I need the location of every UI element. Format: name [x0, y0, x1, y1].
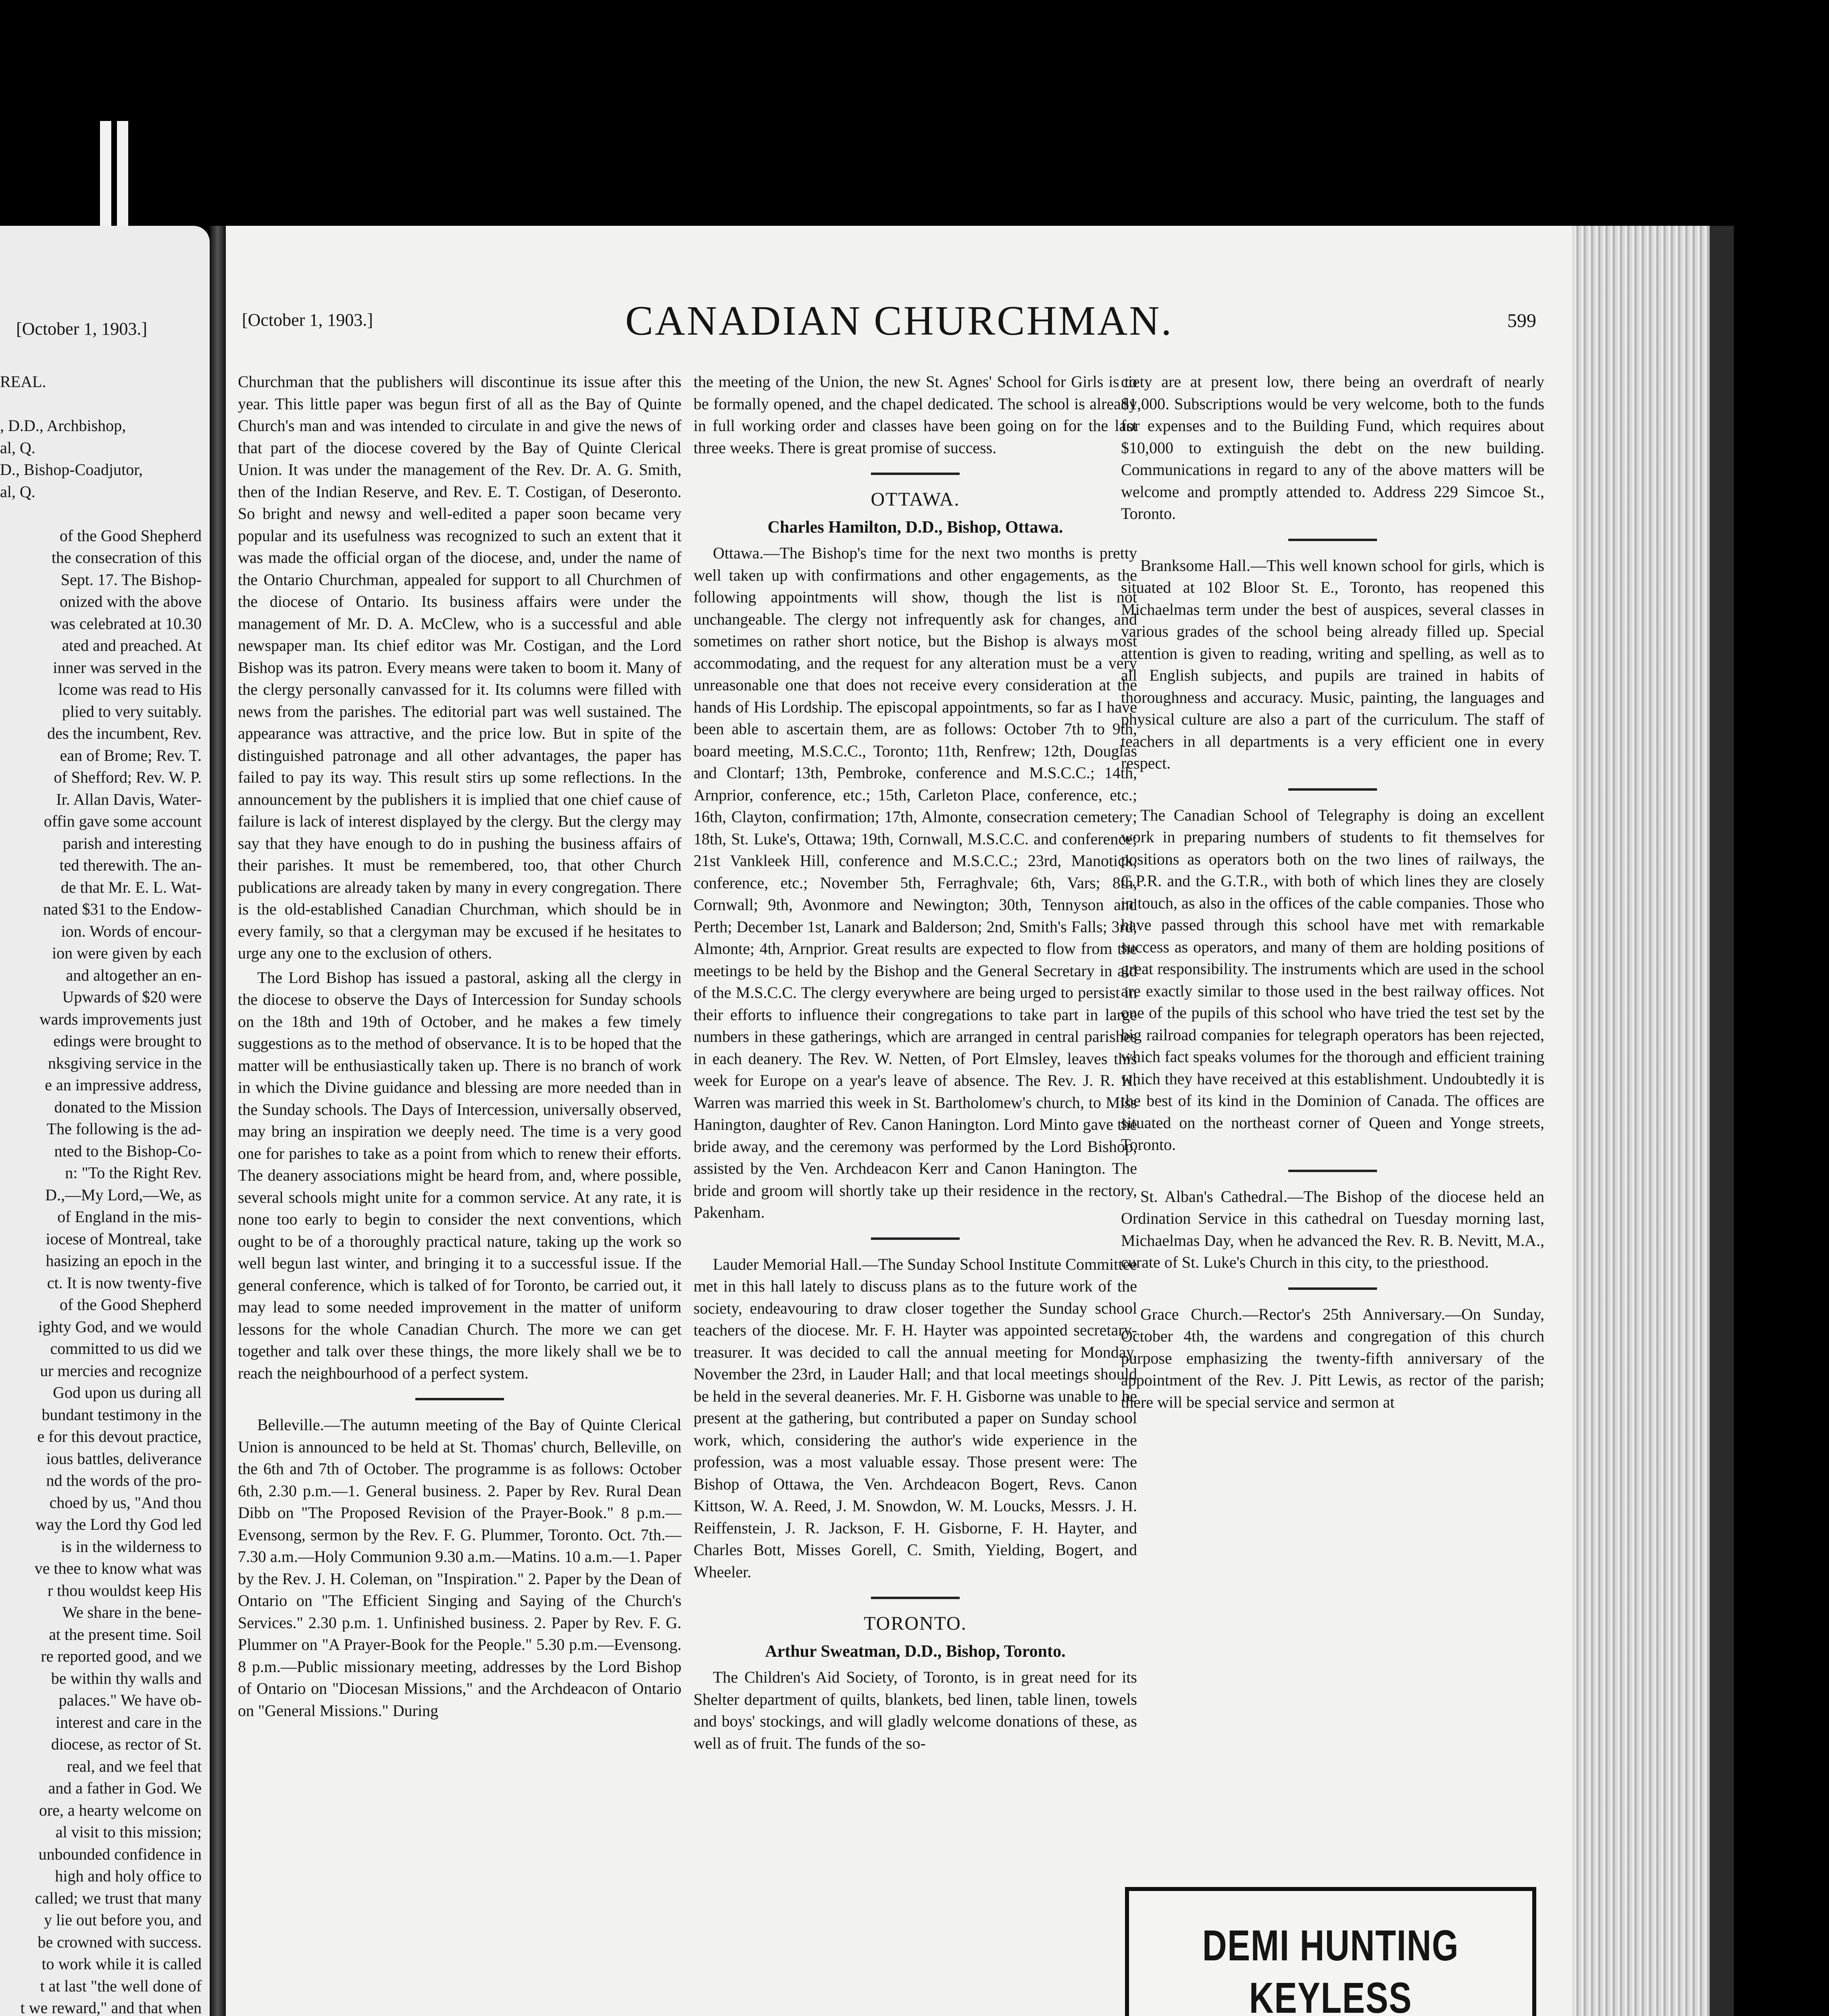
previous-page-line: n: "To the Right Rev.: [65, 1164, 202, 1182]
branksome-hall-paragraph: Branksome Hall.—This well known school for girls, which is situated at 102 Bloor St. E., Toronto, has reopened this Michaelmas term under the best of auspices, several classes in various grades of the school being already filled up. Special attention is given to reading, writing and spelling, as well as to all English subjects, and pupils are trained in habits of thoroughness and accuracy. Music, painting, the languages and physical culture are also a part of the curriculum. The staff of teachers in all departments is a very efficient one in every respect.: [1121, 556, 1544, 772]
previous-page-line: plied to very suitably.: [62, 702, 202, 721]
previous-page-line: bundant testimony in the: [42, 1405, 202, 1424]
grace-church-paragraph: Grace Church.—Rector's 25th Anniversary.—On Sunday, October 4th, the wardens and congregation of this church purpose emphasizing the twenty-fifth anniversary of the appointment of the Rev. J. Pitt Lewis, as rector of the parish; there will be special service and sermon at: [1121, 1305, 1544, 1411]
toronto-heading: TORONTO.: [864, 1613, 967, 1634]
previous-page-line: diocese, as rector of St.: [51, 1735, 202, 1753]
previous-page-line: onized with the above: [59, 592, 202, 610]
previous-page-line: high and holy office to: [55, 1867, 202, 1885]
st-agnes-paragraph: the meeting of the Union, the new St. Agnes' School for Girls is to be formally opened, and the chapel dedicated. The school is already in full working order and classes have been going on for the last three weeks. There is great promise of success.: [694, 373, 1137, 457]
column-3-divider-1: [1288, 539, 1377, 541]
previous-page-line: and a father in God. We: [48, 1779, 202, 1797]
previous-page-line: nated $31 to the Endow-: [43, 900, 202, 918]
previous-page-line: al visit to this mission;: [55, 1823, 202, 1841]
previous-page-line: [0, 393, 202, 415]
previous-page-line: ve thee to know what was: [34, 1559, 202, 1577]
previous-page-line: We share in the bene-: [62, 1603, 202, 1621]
previous-page-line: al, Q.: [0, 482, 35, 501]
previous-page-line: of Shefford; Rev. W. P.: [54, 768, 202, 786]
previous-page-line: de that Mr. E. L. Wat-: [60, 878, 202, 896]
previous-page-line: iocese of Montreal, take: [46, 1229, 202, 1248]
previous-page-line: t we reward," and that when: [20, 1999, 202, 2016]
society-funds-paragraph: ciety are at present low, there being an overdraft of nearly $1,000. Subscriptions would be very welcome, both to the funds for expenses and to the Building Fund, which requires about $10,000 to extinguish the debt on the new building. Communications in regard to any of the above matters will be welcome and promptly attended to. Address 229 Simcoe St., Toronto.: [1121, 373, 1544, 523]
previous-page-line: God upon us during all: [53, 1383, 202, 1402]
previous-page-line: unbounded confidence in: [38, 1845, 202, 1863]
previous-page-line: e for this devout practice,: [37, 1427, 202, 1445]
column-3-divider-2: [1288, 788, 1377, 791]
previous-page-line: ighty God, and we would: [38, 1317, 202, 1336]
page-stack-edge: [1573, 226, 1710, 2016]
binding-bar-top-left: [100, 121, 111, 234]
previous-page-line: Ir. Allan Davis, Water-: [56, 790, 202, 808]
page-stack-shadow: [1710, 226, 1734, 2016]
column-2: [694, 371, 1137, 1757]
column-2-divider-2: [871, 1237, 960, 1240]
column-1-divider: [415, 1398, 504, 1400]
previous-page-line: e an impressive address,: [45, 1076, 202, 1094]
telegraphy-paragraph: The Canadian School of Telegraphy is doing an excellent work in preparing numbers of students to fit themselves for positions as operators both on the two lines of railways, the C.P.R. and the G.T.R., with both of which lines they are closely in touch, as also in the offices of the cable companies. Those who have passed through this school have met with remarkable success as operators, and many of them are holding positions of great responsibility. The instruments which are used in the school are exactly similar to those used in the best railway offices. Not one of the pupils of this school who have tried the test set by the big railroad companies for telegraph operators has been rejected, which fact speaks volumes for the thorough and efficient training which they have received at this establishment. Undoubtedly it is the best of its kind in the Dominion of Canada. The offices are situated on the northeast corner of Queen and Yonge streets, Toronto.: [1121, 806, 1544, 1154]
previous-page-line: be within thy walls and: [51, 1669, 202, 1687]
previous-page-line: interest and care in the: [55, 1713, 202, 1731]
previous-page-line: way the Lord thy God led: [35, 1515, 202, 1533]
previous-page-line: REAL.: [0, 373, 46, 391]
previous-page-line: palaces." We have ob-: [58, 1691, 202, 1709]
toronto-byline: Arthur Sweatman, D.D., Bishop, Toronto.: [765, 1642, 1066, 1661]
intercession-paragraph: The Lord Bishop has issued a pastoral, asking all the clergy in the diocese to observe the Days of Intercession for Sunday schools on the 18th and 19th of October, and he makes a few timely suggestions as to the method of observance. It is to be hoped that the matter will be enthusiastically taken up. There is no branch of work in which the Divine guidance and blessing are more needed than in the Sunday schools. The Days of Intercession, universally observed, may bring an inspiration we deeply need. The time is a very good one for parishes to take as a point from which to renew their efforts. The deanery associations might be heard from, and, where possible, several schools might unite for a common service. At any rate, it is none too early to begin to consider the next conventions, which ought to be of a thoroughly practical nature, taking up the work so well begun last winter, and bringing it to a successful issue. If the general conference, which is talked of for Toronto, be carried out, it may lead to some needed improvement in the matter of uniform lessons for the whole Canadian Church. The more we can get together and talk over these things, the more likely shall we be to reach the neighbourhood of a perfect system.: [238, 968, 681, 1382]
previous-page-line: is in the wilderness to: [61, 1537, 202, 1556]
newspaper-page: [226, 226, 1573, 2016]
previous-page-line: ion were given by each: [52, 944, 202, 962]
column-1: [238, 371, 681, 1724]
st-albans-paragraph: St. Alban's Cathedral.—The Bishop of the diocese held an Ordination Service in this cathedral on Tuesday morning last, Michaelmas Day, when he advanced the Rev. R. B. Nevitt, M.A., curate of St. Luke's Church in this city, to the priesthood.: [1121, 1187, 1544, 1271]
previous-page-line: nted to the Bishop-Co-: [54, 1141, 202, 1160]
previous-page-line: D., Bishop-Coadjutor,: [0, 460, 143, 479]
previous-page-line: [0, 503, 202, 525]
previous-page-line: choed by us, "And thou: [49, 1493, 202, 1512]
previous-page-line: t at last "the well done of: [40, 1976, 202, 1995]
previous-page-line: of the Good Shepherd: [59, 526, 202, 545]
previous-page-line: ur mercies and recognize: [40, 1361, 202, 1380]
previous-page-line: edings were brought to: [53, 1032, 202, 1050]
previous-page-line: nd the words of the pro-: [46, 1471, 202, 1489]
previous-page-column: [0, 371, 202, 2016]
previous-page-line: , D.D., Archbishop,: [0, 417, 126, 435]
belleville-paragraph: Belleville.—The autumn meeting of the Bay of Quinte Clerical Union is announced to be held at St. Thomas' church, Belleville, on the 6th and 7th of October. The programme is as follows: October 6th, 2.30 p.m.—1. General business. 2. Paper by Rev. Rural Dean Dibb on "The Proposed Revision of the Prayer-Book." 8 p.m.—Evensong, sermon by the Rev. F. G. Plummer, Toronto. Oct. 7th.—7.30 a.m.—Holy Communion 9.30 a.m.—Matins. 10 a.m.—1. Paper by the Rev. J. H. Coleman, on "Inspiration." 2. Paper by the Dean of Ontario on "The Efficient Singing and Saying of the Church's Services." 2.30 p.m. 1. Unfinished business. 2. Paper by Rev. F. G. Plummer on "A Prayer-Book for the People." 5.30 p.m.—Evensong. 8 p.m.—Public missionary meeting, addresses by the Lord Bishop of Ontario on "Diocesan Missions," and the Archdeacon of Ontario on "General Missions." During: [238, 1416, 681, 1720]
previous-page-line: nksgiving service in the: [48, 1054, 202, 1072]
previous-page-line: hasizing an epoch in the: [46, 1252, 202, 1270]
previous-page-line: to work while it is called: [42, 1955, 202, 1973]
previous-page-line: ion. Words of encour-: [61, 922, 202, 940]
previous-page-line: re reported good, and we: [41, 1647, 202, 1665]
column-2-divider-3: [871, 1597, 960, 1599]
previous-page-line: ct. It is now twenty-five: [47, 1273, 202, 1292]
previous-page-line: be crowned with success.: [37, 1933, 202, 1951]
previous-page-line: of the Good Shepherd: [59, 1295, 202, 1314]
previous-page-line: offin gave some account: [44, 812, 202, 830]
book-gutter: [210, 226, 226, 2016]
previous-page-line: ious battles, deliverance: [46, 1449, 202, 1468]
column-3: [1121, 371, 1544, 1863]
previous-page-line: ated and preached. At: [62, 636, 202, 654]
header-date: [October 1, 1903.]: [242, 310, 373, 330]
previous-page-line: donated to the Mission: [54, 1098, 202, 1116]
previous-page-line: des the incumbent, Rev.: [47, 724, 202, 742]
page-number: 599: [1507, 310, 1536, 331]
previous-page-line: ore, a hearty welcome on: [39, 1801, 202, 1819]
column-3-divider-3: [1288, 1170, 1377, 1172]
previous-page-line: Sept. 17. The Bishop-: [60, 570, 202, 589]
previous-page-line: and altogether an en-: [66, 966, 202, 984]
previous-page-line: committed to us did we: [50, 1339, 202, 1358]
previous-page-fragment: [0, 226, 210, 2016]
ottawa-byline: Charles Hamilton, D.D., Bishop, Ottawa.: [767, 518, 1063, 537]
previous-page-header-date: [October 1, 1903.]: [16, 319, 148, 339]
watch-advertisement: [1125, 1887, 1536, 2016]
previous-page-line: wards improvements just: [39, 1010, 202, 1028]
ottawa-paragraph: Ottawa.—The Bishop's time for the next two months is pretty well taken up with confirmations and other engagements, as the following appointments will show, though the list is not unchangeable. The clergy not infrequently ask for changes, and sometimes on rather short notice, but the Bishop is always most accommodating, and the request for any alteration must be a very unreasonable one that does not receive every consideration at the hands of His Lordship. The episcopal appointments, so far as I have been able to ascertain them, are as follows: October 7th to 9th, board meeting, M.S.C.C., Toronto; 11th, Renfrew; 12th, Douglas and Clontarf; 13th, Pembroke, conference and M.S.C.C.; 14th, Arnprior, conference, etc.; 15th, Carleton Place, conference, etc.; 16th, Clayton, confirmation; 17th, Almonte, consecration cemetery; 18th, St. Luke's, Ottawa; 19th, Cornwall, M.S.C.C. and conference; 21st Vankleek Hill, conference and M.S.C.C.; 23rd, Manotick, conference, etc.; November 5th, Ferraghvale; 6th, Vars; 8th, Cornwall; 9th, Avonmore and Newington; 30th, Tennyson and Perth; December 1st, Lanark and Balderson; 2nd, Smith's Falls; 3rd, Almonte; 4th, Arnprior. Great results are expected to flow from the meetings to be held by the Bishop and the General Secretary in aid of the M.S.C.C. The clergy everywhere are being urged to persist in their efforts to influence their congregations to take part in large numbers in these gatherings, which are arranged in central parishes in each deanery. The Rev. W. Netten, of Port Elmsley, leaves this week for Europe on a year's leave of absence. The Rev. J. R. H. Warren was married this week in St. Bartholomew's church, to Miss Hanington, daughter of Rev. Canon Hanington. Lord Minto gave the bride away, and the ceremony was performed by the Lord Bishop, assisted by the Ven. Archdeacon Kerr and Canon Hanington. The bride and groom will shortly take up their residence in the rectory, Pakenham.: [694, 544, 1137, 1221]
lauder-hall-paragraph: Lauder Memorial Hall.—The Sunday School Institute Committee met in this hall lately to discuss plans as to the future work of the society, endeavouring to draw closer together the Sunday school teachers of the diocese. Mr. F. H. Hayter was appointed secretary-treasurer. It was decided to call the annual meeting for Monday, November the 23rd, in Lauder Hall; and that local meetings should be held in the several deaneries. Mr. F. H. Gisborne was unable to be present at the gathering, but contributed a paper on Sunday school work, which, considering the author's wide experience in the profession, was a most valuable essay. Those present were: The Bishop of Ottawa, the Ven. Archdeacon Bogert, Revs. Canon Kittson, W. A. Reed, J. M. Snowdon, W. M. Loucks, Messrs. J. H. Reiffenstein, J. R. Jackson, F. H. Gisborne, F. H. Hayter, and Charles Bott, Misses Gorell, C. Smith, Yielding, Bogert, and Wheeler.: [694, 1255, 1137, 1581]
ad-title-line-1: DEMI HUNTING: [1202, 1921, 1459, 1970]
previous-page-line: Upwards of $20 were: [62, 988, 202, 1006]
previous-page-line: at the present time. Soil: [49, 1625, 202, 1643]
masthead: CANADIAN CHURCHMAN.: [625, 298, 1173, 344]
ad-title-line-2: KEYLESS: [1249, 1973, 1412, 2016]
previous-page-line: lcome was read to His: [58, 680, 202, 698]
previous-page-line: of England in the mis-: [57, 1208, 202, 1226]
previous-page-line: real, and we feel that: [67, 1757, 202, 1775]
previous-page-line: D.,—My Lord,—We, as: [45, 1185, 202, 1204]
ontario-churchman-paragraph: Churchman that the publishers will discontinue its issue after this year. This little paper was begun first of all as the Bay of Quinte Church's man and was intended to circulate in and give the news of that part of the diocese covered by the Bay of Quinte Clerical Union. It was under the management of the Rev. Dr. A. G. Smith, then of the Indian Reserve, and Rev. E. T. Costigan, of Deseronto. So bright and newsy and well-edited a paper soon became very popular and its usefulness was recognized to such an extent that it was made the official organ of the diocese, and, under the name of the Ontario Churchman, appealed for support to all Churchmen of the diocese of Ontario. Its business affairs were under the management of Mr. D. A. McClew, who is a successful and able newspaper man. Its chief editor was Mr. Costigan, and the Lord Bishop was its patron. Every means were taken to boom it. Many of the clergy personally canvassed for it. Its columns were filled with news from the parishes. The editorial part was well sustained. The appearance was attractive, and the price low. But in spite of the distinguished patronage and all other advantages, the paper has failed to pay its way. This result stirs up some reflections. In the announcement by the publishers it is implied that one chief cause of failure is lack of interest displayed by the clergy. But the clergy may say that they have enough to do in pushing the business affairs of their parishes. It must be remembered, too, that other Church publications are already taken by many in every congregation. There is the old-established Canadian Churchman, which should be in every family, so that a clergyman may be excused if he hesitates to urge any one to the exclusion of others.: [238, 373, 681, 962]
column-2-divider-1: [871, 473, 960, 475]
previous-page-line: ean of Brome; Rev. T.: [60, 746, 202, 764]
previous-page-line: ted therewith. The an-: [59, 856, 202, 874]
childrens-aid-paragraph: The Children's Aid Society, of Toronto, is in great need for its Shelter department of quilts, blankets, bed linen, table linen, towels and boys' stockings, and will gladly welcome donations of these, as well as of fruit. The funds of the so-: [694, 1668, 1137, 1752]
binding-bar-top-right: [117, 121, 128, 234]
previous-page-line: r thou wouldst keep His: [47, 1581, 202, 1599]
column-3-divider-4: [1288, 1287, 1377, 1290]
previous-page-line: al, Q.: [0, 438, 35, 457]
previous-page-line: parish and interesting: [62, 834, 202, 852]
previous-page-line: called; we trust that many: [35, 1889, 202, 1907]
ottawa-heading: OTTAWA.: [871, 489, 960, 510]
previous-page-line: the consecration of this: [51, 548, 202, 566]
previous-page-line: inner was served in the: [53, 658, 202, 677]
previous-page-line: was celebrated at 10.30: [50, 614, 202, 633]
previous-page-line: y lie out before you, and: [44, 1911, 202, 1929]
previous-page-line: The following is the ad-: [46, 1120, 202, 1138]
